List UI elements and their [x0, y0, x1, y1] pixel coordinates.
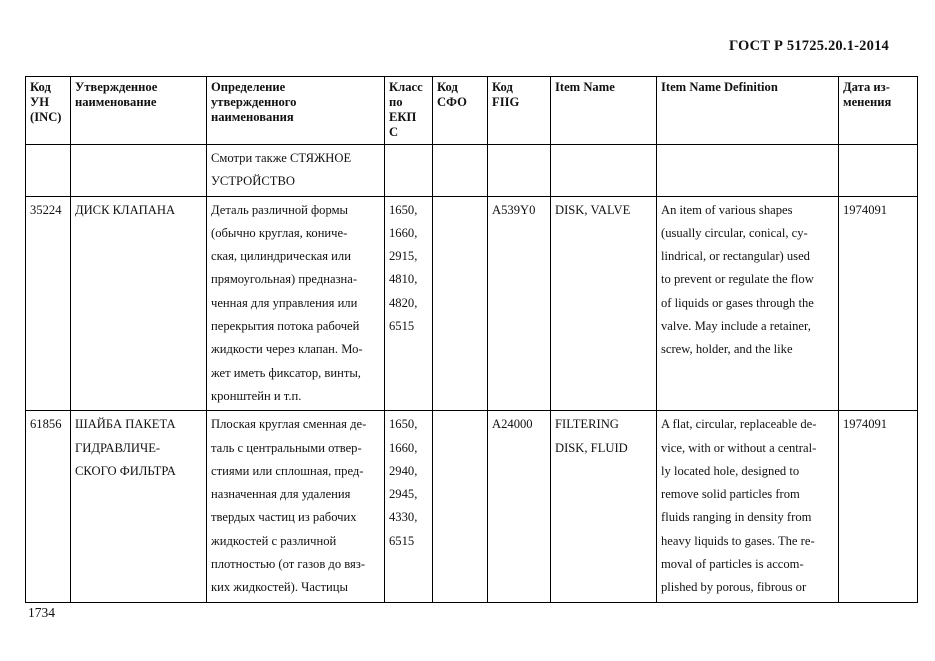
table-header-row: [26, 77, 918, 145]
text-line: Код: [30, 80, 51, 94]
text-line: по: [389, 95, 403, 109]
cell-item-definition: [657, 196, 839, 411]
cell-inc: 61856: [26, 411, 71, 603]
cell-approved-name: [71, 411, 207, 603]
header-approved-name-definition: [207, 77, 385, 145]
text-line: An item of various shapes: [661, 202, 793, 217]
text-line: ких жидкостей). Частицы: [211, 580, 348, 595]
text-line: Класс: [389, 80, 423, 94]
text-line: СКОГО ФИЛЬТРА: [75, 463, 176, 478]
cell-inc: 35224: [26, 196, 71, 411]
text-line: DISK, VALVE: [555, 202, 631, 217]
text-line: УН: [30, 95, 50, 109]
text-line: A flat, circular, replaceable de-: [661, 417, 817, 432]
text-line: 2915,: [389, 249, 418, 264]
cell-ekps-class: [385, 145, 433, 197]
text-line: Код: [492, 80, 513, 94]
text-line: plished by porous, fibrous or: [661, 580, 807, 595]
header-approved-name: [71, 77, 207, 145]
cell-sfo: [433, 411, 488, 603]
text-line: FILTERING: [555, 417, 619, 432]
text-line: Определение: [211, 80, 286, 94]
header-change-date: [839, 77, 918, 145]
cell-sfo: [433, 145, 488, 197]
text-line: твердых частиц из рабочих: [211, 510, 357, 525]
text-line: ская, цилиндрическая или: [211, 249, 351, 264]
cell-item-definition: [657, 145, 839, 197]
table-row: [26, 196, 918, 411]
text-line: жидкости через клапан. Мо-: [211, 342, 363, 357]
text-line: ШАЙБА ПАКЕТА: [75, 417, 176, 432]
cell-ekps-class: [385, 411, 433, 603]
text-line: (обычно круглая, кониче-: [211, 225, 348, 240]
cell-definition-ru: [207, 411, 385, 603]
text-line: 1650,: [389, 202, 418, 217]
cell-definition-ru: [207, 196, 385, 411]
text-line: стиями или сплошная, пред-: [211, 463, 364, 478]
text-line: наименование: [75, 95, 157, 109]
cell-item-name: [551, 145, 657, 197]
header-sfo-code: [433, 77, 488, 145]
text-line: Утвержденное: [75, 80, 158, 94]
text-line: Код: [437, 80, 458, 94]
text-line: Item Name: [555, 80, 615, 94]
text-line: 2945,: [389, 487, 418, 502]
text-line: (usually circular, conical, cy-: [661, 225, 808, 240]
text-line: Деталь различной формы: [211, 202, 349, 217]
text-line: Дата из-: [843, 80, 890, 94]
text-line: ченная для управления или: [211, 295, 358, 310]
data-table: [25, 76, 918, 603]
cell-approved-name: [71, 145, 207, 197]
text-line: ЕКП: [389, 110, 417, 124]
text-line: 6515: [389, 319, 415, 334]
text-line: DISK, FLUID: [555, 440, 628, 455]
text-line: прямоугольная) предназна-: [211, 272, 358, 287]
text-line: 4820,: [389, 295, 418, 310]
text-line: С: [389, 125, 399, 139]
table-row: [26, 411, 918, 603]
text-line: 2940,: [389, 463, 418, 478]
text-line: жет иметь фиксатор, винты,: [211, 365, 361, 380]
text-line: valve. May include a retainer,: [661, 319, 811, 334]
text-line: screw, holder, and the like: [661, 342, 793, 357]
text-line: плотностью (от газов до вяз-: [211, 557, 366, 572]
cell-approved-name: [71, 196, 207, 411]
text-line: 1650,: [389, 417, 418, 432]
text-line: 4810,: [389, 272, 418, 287]
text-line: жидкостей с различной: [211, 533, 337, 548]
text-line: УСТРОЙСТВО: [211, 174, 295, 189]
text-line: Смотри также СТЯЖНОЕ: [211, 151, 352, 165]
text-line: 1660,: [389, 440, 418, 455]
text-line: remove solid particles from: [661, 487, 800, 502]
text-line: назначенная для удаления: [211, 487, 351, 502]
text-line: кронштейн и т.п.: [211, 388, 302, 403]
header-ekps-class: [385, 77, 433, 145]
text-line: СФО: [437, 95, 467, 109]
text-line: FIIG: [492, 95, 520, 109]
cell-change-date: 1974091: [839, 196, 918, 411]
text-line: fluids ranging in density from: [661, 510, 812, 525]
header-item-name-definition: [657, 77, 839, 145]
text-line: перекрытия потока рабочей: [211, 319, 360, 334]
text-line: 1660,: [389, 225, 418, 240]
text-line: (INC): [30, 110, 62, 124]
text-line: Item Name Definition: [661, 80, 778, 94]
text-line: наименования: [211, 110, 294, 124]
text-line: vice, with or without a central-: [661, 440, 817, 455]
document-title: ГОСТ Р 51725.20.1-2014: [728, 38, 889, 54]
text-line: 6515: [389, 533, 415, 548]
text-line: heavy liquids to gases. The re-: [661, 533, 815, 548]
cell-fiig: A539Y0: [488, 196, 551, 411]
header-fiig-code: [488, 77, 551, 145]
header-inc: [26, 77, 71, 145]
table-row: [26, 145, 918, 197]
cell-sfo: [433, 196, 488, 411]
text-line: Плоская круглая сменная де-: [211, 417, 367, 432]
text-line: moval of particles is accom-: [661, 557, 804, 572]
text-line: таль с центральными отвер-: [211, 440, 362, 455]
cell-inc: [26, 145, 71, 197]
text-line: утвержденного: [211, 95, 297, 109]
text-line: менения: [843, 95, 892, 109]
text-line: ly located hole, designed to: [661, 463, 800, 478]
text-line: lindrical, or rectangular) used: [661, 249, 810, 264]
cell-ekps-class: [385, 196, 433, 411]
text-line: to prevent or regulate the flow: [661, 272, 814, 287]
text-line: ГИДРАВЛИЧЕ-: [75, 440, 161, 455]
cell-change-date: 1974091: [839, 411, 918, 603]
text-line: 4330,: [389, 510, 418, 525]
text-line: ДИСК КЛАПАНА: [75, 202, 176, 217]
cell-definition-ru: [207, 145, 385, 197]
cell-change-date: [839, 145, 918, 197]
cell-item-definition: [657, 411, 839, 603]
cell-item-name: [551, 411, 657, 603]
header-item-name: [551, 77, 657, 145]
cell-item-name: [551, 196, 657, 411]
text-line: of liquids or gases through the: [661, 295, 814, 310]
cell-fiig: A24000: [488, 411, 551, 603]
cell-fiig: [488, 145, 551, 197]
page-number: 1734: [28, 605, 55, 620]
